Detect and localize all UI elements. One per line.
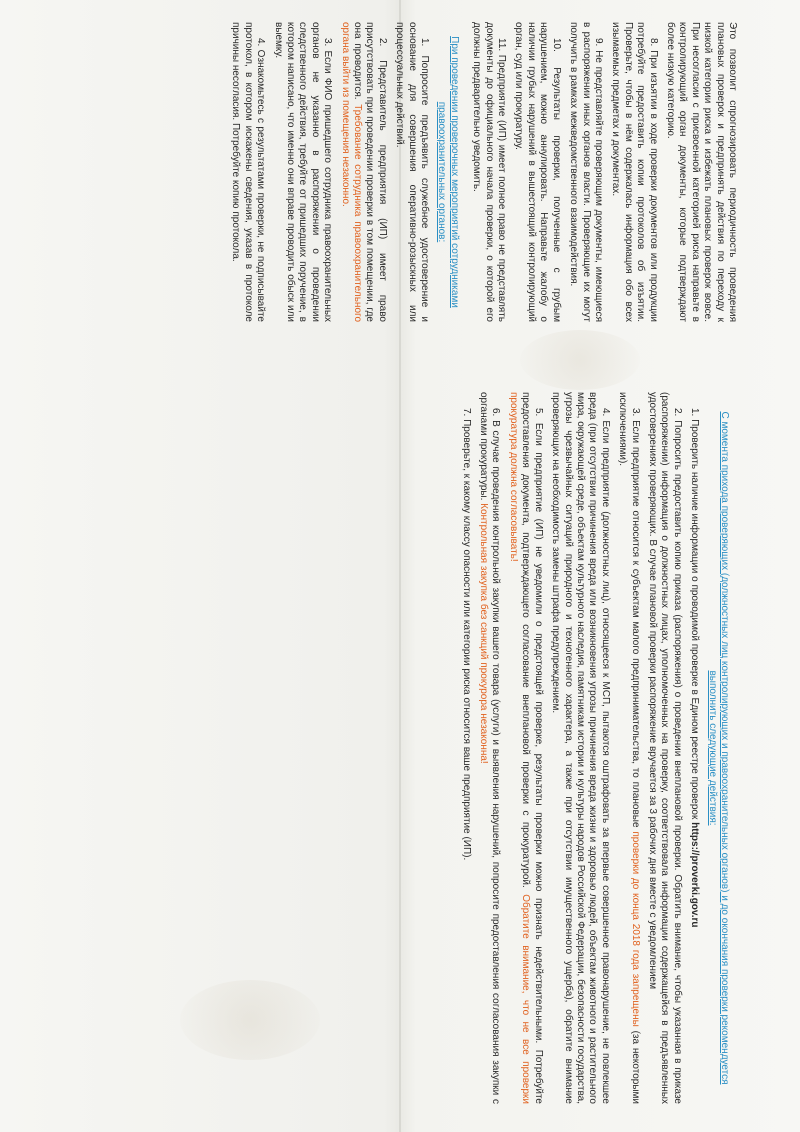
police-item-1: 1. Попросите предъявить служебное удостоверение и основание для совершения оперативно-розыскных или процессуальных действий.: [394, 22, 431, 322]
police-item-4: 4. Ознакомьтесь с результатами проверки, не подписывайте протокол, в котором искажены сведения, указав в протоколе причины несогласия. Потребуйте копию протокола.: [230, 22, 267, 322]
intro-heading: [705, 392, 730, 1104]
step-1-text: 1. Проверить наличие информации о проводимой проверке в Едином реестре проверок: [689, 408, 701, 820]
step-3-text: 3. Если предприятие относится к субъектам малого предпринимательства, то плановые: [629, 408, 641, 828]
police-item-2-text: 2. Представитель предприятия (ИП) имеет право присутствовать при проведении проверки в том помещении, где она проводится.: [352, 22, 388, 322]
step-6-text: 6. В случае проведения контрольной закупки вашего товара (услуги) и выявления нарушений, попросите предоставления согласования закупки с органами прокуратуры.: [478, 392, 502, 1104]
step-5-warning: Обратите внимание, что не все проверки прокуратура должна согласовывать!: [507, 392, 532, 1104]
left-panel: [50, 392, 730, 1104]
step-1: [688, 392, 700, 1104]
paragraph-8: 8. При изъятии в ходе проверки документов или продукции потребуйте предоставить копии протоколов об изъятии. Проверьте, чтобы в нём содержалась информация обо всех изымаемых предметах и документах.: [610, 22, 659, 322]
paragraph-intro: Это позволит спрогнозировать периодичность проведения плановых проверок и предпринять действия по переходу к низкой категории риска и избежать плановых проверок вовсе. При несогласии с присвоенной категорией риска направьте в контролирующий орган документы, которые подтверждают более низкую категорию.: [664, 22, 738, 322]
step-3-note: (за некоторыми исключениями).: [617, 392, 641, 1104]
top-panel: [50, 22, 738, 322]
paragraph-10: 10. Результаты проверки, полученные с грубым нарушением, можно аннулировать. Направьте жалобу о наличии грубых нарушений в вышестоящий контролирующий орган, суд или прокуратуру.: [513, 22, 562, 322]
step-5-text: 5. Если предприятие (ИП) не уведомили о предстоящей проверке, результаты проверки можно признать недействительными. Потребуйте предоставления документа, подтверждающего согласование внеплановой проверки с прокуратурой.: [520, 392, 544, 1104]
step-3-highlight: проверки до конца 2018 года запрещены: [629, 831, 641, 1027]
step-7: 7. Проверьте, к какому классу опасности или категории риска относится ваше предприятие (ИП).: [460, 408, 472, 861]
step-6-warning: Контрольная закупка без санкций прокурора незаконна!: [478, 503, 490, 764]
registry-link[interactable]: https://proverki.gov.ru: [689, 822, 701, 928]
paper-stain: [520, 330, 640, 390]
section-heading: При проведении проверочных мероприятий сотрудниками правоохранительных органов:: [436, 36, 460, 308]
step-6: [477, 392, 502, 1104]
intro-heading-text: С момента прихода проверяющих (должностных лиц контролирующих и правоохранительных органов) и до окончания проверки рекомендуется выполнить следующие действия:: [706, 411, 730, 1085]
paragraph-9: 9. Не представляйте проверяющим документы, имеющиеся в распоряжении иных органов власти. Проверяющие их могут получить в рамках межведомственного взаимодействия.: [568, 22, 604, 322]
police-item-2: [338, 22, 388, 322]
step-5: [507, 392, 544, 1104]
paragraph-11: 11. Предприятие (ИП) имеет полное право не представлять документы до официального начала проверки, о которой его должны предварительно уведомить.: [471, 22, 508, 322]
step-3: [616, 392, 641, 1104]
step-4: 4. Если предприятие (должностных лиц), относящееся к МСП, пытаются оштрафовать за впервые совершенное правонарушение, не повлекшее вреда (при отсутствии причинения вреда или возникновения угрозы причинения вреда жизни и здоровью людей, объектам животного и растительного мира, окружающей среде, объектам культурного наследия, памятникам истории и культуры народов Российской Федерации, безопасности государства, угрозы чрезвычайных ситуаций природного и техногенного характера, а также при отсутствии имущественного ущерба), обратите внимание проверяющих на необходимость замены штрафа предупреждением.: [550, 392, 611, 1104]
step-2: 2. Попросить предоставить копию приказа (распоряжения) о проведении внеплановой проверки. Обратить внимание, чтобы указанная в приказе (распоряжении) информация о должностных лицах, уполномоченных на проверку, соответствовала информации содержащейся в предъявленных удостоверениях проверяющих. В случае плановой проверки распоряжение вручается за 3 рабочих дня вместе с уведомлением: [646, 392, 683, 1104]
police-item-3: 3. Если ФИО пришедшего сотрудника правоохранительных органов не указанно в распоряжении о проведении следственного действия, требуйте от пришедших поручение, в котором написано, что именно они вправе проводить обыск или выемку.: [272, 22, 334, 322]
police-item-2-warning: Требование сотрудника правоохранительного органа выйти из помещения незаконно.: [339, 22, 364, 322]
